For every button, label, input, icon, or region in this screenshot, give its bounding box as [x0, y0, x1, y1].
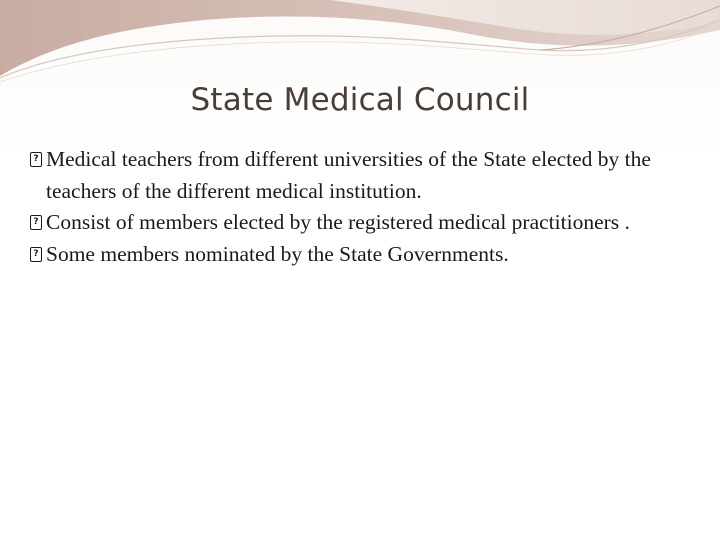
bullet-text: Medical teachers from different universities of the State elected by the teachers of the different medical institution. [46, 147, 651, 203]
bullet-item [30, 207, 690, 239]
bullet-item [30, 239, 690, 271]
missing-glyph-box-icon: ? [30, 215, 42, 230]
bullet-item [30, 144, 690, 207]
missing-glyph-box-icon: ? [30, 247, 42, 262]
bullet-list [30, 144, 690, 270]
slide-title: State Medical Council [190, 82, 530, 118]
bullet-text: Consist of members elected by the registered medical practitioners . [46, 210, 630, 234]
header-swoosh-decoration [0, 0, 720, 90]
bullet-text: Some members nominated by the State Governments. [46, 241, 509, 266]
missing-glyph-box-icon: ? [30, 152, 42, 167]
